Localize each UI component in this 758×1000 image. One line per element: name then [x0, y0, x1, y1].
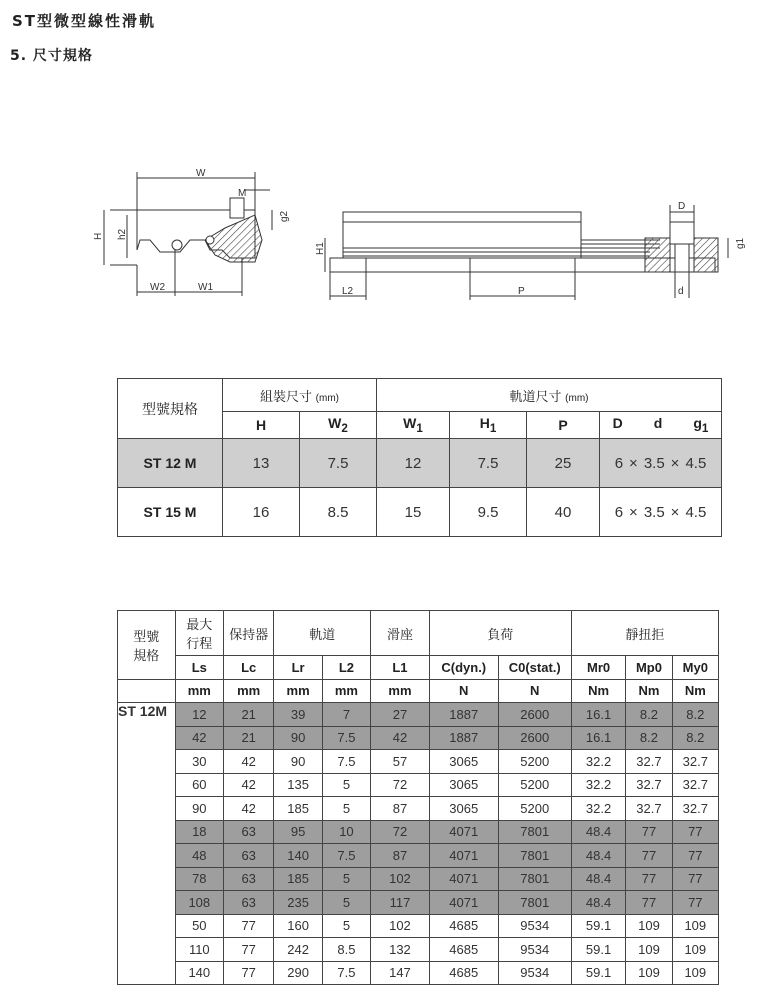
table-cell: 185: [274, 797, 322, 821]
table-cell: 147: [371, 961, 430, 985]
t1-row: ST 15 M 16 8.5 15 9.5 40 6 × 3.5 × 4.5: [118, 488, 722, 537]
table-cell: 48.4: [571, 867, 626, 891]
t2-cat-moment: 靜扭拒: [571, 611, 718, 656]
t1-col-h: H: [223, 412, 300, 439]
table-cell: 21: [223, 726, 273, 750]
table-cell: 7801: [498, 891, 571, 915]
table-cell: 8.2: [672, 703, 718, 727]
table-cell: 9534: [498, 961, 571, 985]
table-cell: 77: [223, 914, 273, 938]
table-cell: 109: [672, 961, 718, 985]
table-cell: 140: [274, 844, 322, 868]
table-cell: 16.1: [571, 726, 626, 750]
t2-unit: N: [429, 679, 498, 703]
table-cell: 90: [175, 797, 223, 821]
table-row: [118, 961, 719, 985]
table-cell: 7801: [498, 844, 571, 868]
t2-symbol-row: [118, 656, 719, 680]
table-cell: 9534: [498, 938, 571, 962]
table-cell: 7801: [498, 820, 571, 844]
cross-section-view: [104, 172, 272, 296]
t2-symbol: Mp0: [626, 656, 672, 680]
t2-unit-row: [118, 679, 719, 703]
table-row: [118, 773, 719, 797]
t2-cat-load: 負荷: [429, 611, 571, 656]
table-cell: 77: [672, 867, 718, 891]
label-h1: H1: [315, 242, 326, 255]
table-cell: 3065: [429, 797, 498, 821]
t2-unit: mm: [175, 679, 223, 703]
t2-cat-stroke: 最大 行程: [175, 611, 223, 656]
table-cell: 3065: [429, 750, 498, 774]
table-cell: 77: [626, 844, 672, 868]
table-cell: 42: [223, 773, 273, 797]
label-g2: g2: [279, 210, 290, 222]
table-cell: 12: [175, 703, 223, 727]
page-title: ST型微型線性滑軌: [12, 12, 157, 30]
label-l2: L2: [342, 286, 354, 297]
table-cell: 4071: [429, 891, 498, 915]
table-cell: 32.7: [672, 750, 718, 774]
t2-unit: mm: [274, 679, 322, 703]
table-cell: 59.1: [571, 938, 626, 962]
table-cell: 290: [274, 961, 322, 985]
table-cell: 8.2: [672, 726, 718, 750]
label-d-upper: D: [678, 201, 686, 212]
table-cell: 32.7: [626, 797, 672, 821]
t1-row: ST 12 M 13 7.5 12 7.5 25 6 × 3.5 × 4.5: [118, 439, 722, 488]
label-w2: W2: [150, 282, 165, 293]
table-cell: 59.1: [571, 914, 626, 938]
section-title: 5. 尺寸規格: [10, 48, 93, 64]
label-m: M: [238, 188, 247, 199]
t2-symbol: Lc: [223, 656, 273, 680]
table-cell: 109: [672, 938, 718, 962]
table-row: [118, 750, 719, 774]
table-cell: 9534: [498, 914, 571, 938]
table-cell: 8.2: [626, 703, 672, 727]
table-cell: 48.4: [571, 844, 626, 868]
t2-model: ST 12M: [118, 703, 176, 727]
table-row: [118, 938, 719, 962]
table-cell: 42: [371, 726, 430, 750]
table-cell: 32.7: [672, 773, 718, 797]
table-cell: 7801: [498, 867, 571, 891]
table-cell: 5: [322, 773, 370, 797]
t2-symbol: Ls: [175, 656, 223, 680]
table-cell: 42: [223, 750, 273, 774]
load-table: [117, 610, 719, 985]
table-cell: 5: [322, 891, 370, 915]
table-cell: 140: [175, 961, 223, 985]
table-cell: 77: [672, 844, 718, 868]
table-cell: 5200: [498, 750, 571, 774]
table-cell: 59.1: [571, 961, 626, 985]
label-h: H: [93, 232, 104, 240]
table-cell: 102: [371, 914, 430, 938]
table-cell: 185: [274, 867, 322, 891]
table-cell: 109: [626, 938, 672, 962]
dimension-drawing: [0, 160, 758, 310]
table-cell: 1887: [429, 703, 498, 727]
table-cell: 72: [371, 773, 430, 797]
table-cell: 8.2: [626, 726, 672, 750]
table-cell: 48.4: [571, 891, 626, 915]
t1-group-rail: 軌道尺寸 (mm): [377, 379, 722, 412]
t2-symbol: L1: [371, 656, 430, 680]
table-cell: 108: [175, 891, 223, 915]
table-cell: 16.1: [571, 703, 626, 727]
t2-unit: Nm: [626, 679, 672, 703]
table-cell: 5200: [498, 797, 571, 821]
table-row: [118, 891, 719, 915]
table-cell: 7.5: [322, 726, 370, 750]
table-cell: 2600: [498, 726, 571, 750]
t2-symbol: Lr: [274, 656, 322, 680]
table-cell: 95: [274, 820, 322, 844]
table-cell: 50: [175, 914, 223, 938]
t2-unit: mm: [371, 679, 430, 703]
table-cell: 18: [175, 820, 223, 844]
table-cell: 57: [371, 750, 430, 774]
label-p: P: [518, 286, 525, 297]
table-row: [118, 726, 719, 750]
table-row: [118, 820, 719, 844]
table-cell: 7: [322, 703, 370, 727]
table-cell: 63: [223, 820, 273, 844]
table-cell: 5: [322, 867, 370, 891]
label-g1: g1: [735, 237, 746, 249]
table-row: [118, 867, 719, 891]
label-d-lower: d: [678, 286, 684, 297]
t2-unit: mm: [223, 679, 273, 703]
table-cell: 63: [223, 891, 273, 915]
t2-unit: mm: [322, 679, 370, 703]
t1-group-assembly: 組裝尺寸 (mm): [223, 379, 377, 412]
table-cell: 5: [322, 914, 370, 938]
table-cell: 77: [223, 938, 273, 962]
table-cell: 32.7: [626, 750, 672, 774]
table-cell: 63: [223, 867, 273, 891]
table-cell: 21: [223, 703, 273, 727]
t1-col-ddg: D d $g_1$: [600, 412, 722, 439]
table-cell: 109: [626, 914, 672, 938]
t1-col-w1: $W_1$: [377, 412, 450, 439]
table-cell: 5: [322, 797, 370, 821]
table-cell: 77: [626, 820, 672, 844]
table-cell: 63: [223, 844, 273, 868]
t2-cat-retainer: 保持器: [223, 611, 273, 656]
table-row: [118, 844, 719, 868]
table-cell: 77: [626, 867, 672, 891]
table-cell: 2600: [498, 703, 571, 727]
table-cell: 7.5: [322, 750, 370, 774]
table-cell: 42: [175, 726, 223, 750]
table-cell: 87: [371, 797, 430, 821]
table-cell: 77: [223, 961, 273, 985]
table-cell: 4071: [429, 867, 498, 891]
table-cell: 242: [274, 938, 322, 962]
dimension-table: [117, 378, 722, 537]
table-cell: 135: [274, 773, 322, 797]
table-cell: 4685: [429, 914, 498, 938]
table-cell: 77: [626, 891, 672, 915]
label-w1: W1: [198, 282, 213, 293]
table-cell: 109: [672, 914, 718, 938]
table-cell: 90: [274, 750, 322, 774]
table-cell: 42: [223, 797, 273, 821]
table-cell: 60: [175, 773, 223, 797]
table-cell: 48: [175, 844, 223, 868]
table-cell: 8.5: [322, 938, 370, 962]
table-row: [118, 797, 719, 821]
t1-col-w2: $W_2$: [300, 412, 377, 439]
table-cell: 48.4: [571, 820, 626, 844]
t1-col-p: P: [527, 412, 600, 439]
table-cell: 160: [274, 914, 322, 938]
table-row: [118, 703, 719, 727]
table-cell: 235: [274, 891, 322, 915]
table-cell: 3065: [429, 773, 498, 797]
t2-symbol: C(dyn.): [429, 656, 498, 680]
table-cell: 110: [175, 938, 223, 962]
t2-symbol: My0: [672, 656, 718, 680]
table-cell: 7.5: [322, 844, 370, 868]
table-cell: 27: [371, 703, 430, 727]
table-row: [118, 914, 719, 938]
table-cell: 78: [175, 867, 223, 891]
t2-unit: N: [498, 679, 571, 703]
t2-symbol: Mr0: [571, 656, 626, 680]
t2-cat-rail: 軌道: [274, 611, 371, 656]
table-cell: 77: [672, 820, 718, 844]
table-cell: 4071: [429, 820, 498, 844]
label-h2: h2: [117, 228, 128, 240]
table-cell: 132: [371, 938, 430, 962]
t2-unit: Nm: [571, 679, 626, 703]
table-cell: 5200: [498, 773, 571, 797]
table-cell: 72: [371, 820, 430, 844]
t2-symbol: C0(stat.): [498, 656, 571, 680]
table-cell: 77: [672, 891, 718, 915]
table-cell: 87: [371, 844, 430, 868]
t2-cat-slider: 滑座: [371, 611, 430, 656]
table-cell: 32.7: [626, 773, 672, 797]
t1-model-header: 型號規格: [118, 379, 223, 439]
table-cell: 109: [626, 961, 672, 985]
table-cell: 32.2: [571, 773, 626, 797]
t2-unit: Nm: [672, 679, 718, 703]
table-cell: 102: [371, 867, 430, 891]
label-w: W: [196, 168, 206, 179]
table-cell: 10: [322, 820, 370, 844]
t1-col-h1: $H_1$: [450, 412, 527, 439]
table-cell: 30: [175, 750, 223, 774]
table-cell: 32.2: [571, 750, 626, 774]
table-cell: 90: [274, 726, 322, 750]
table-cell: 4071: [429, 844, 498, 868]
table-cell: 32.7: [672, 797, 718, 821]
table-cell: 4685: [429, 961, 498, 985]
table-cell: 1887: [429, 726, 498, 750]
t2-model-header: 型號 規格: [118, 611, 176, 680]
table-cell: 117: [371, 891, 430, 915]
table-cell: 32.2: [571, 797, 626, 821]
table-cell: 7.5: [322, 961, 370, 985]
table-cell: 4685: [429, 938, 498, 962]
table-cell: 39: [274, 703, 322, 727]
t2-symbol: L2: [322, 656, 370, 680]
side-view: [325, 205, 728, 300]
